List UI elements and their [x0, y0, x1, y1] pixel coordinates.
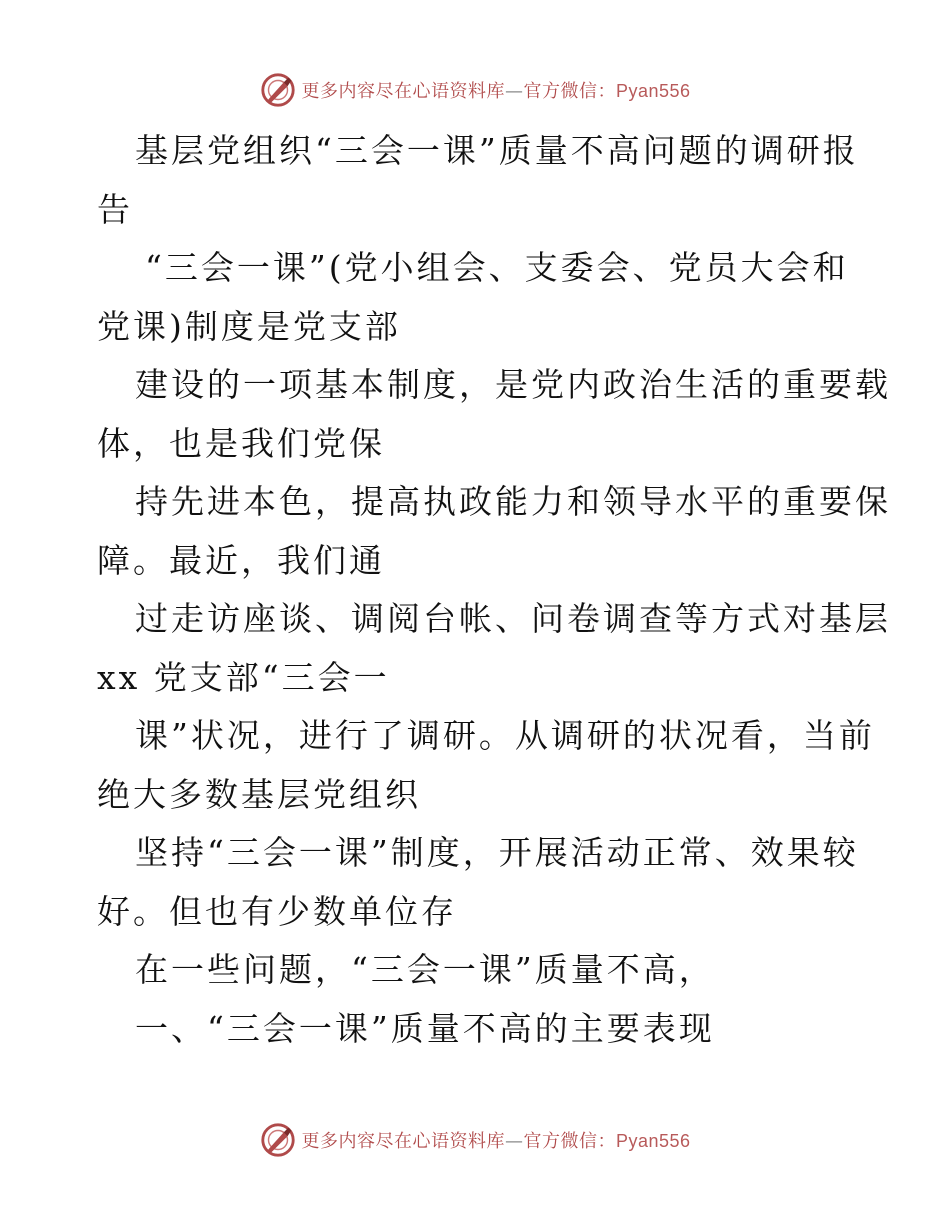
header-watermark — [0, 70, 950, 110]
doc-line: 好。但也有少数单位存 — [97, 891, 457, 931]
doc-line: 过走访座谈、调阅台帐、问卷调查等方式对基层 — [135, 599, 891, 638]
footer-watermark — [0, 1120, 950, 1160]
doc-line: “三会一课”(党小组会、支委会、党员大会和 — [145, 248, 849, 287]
doc-line: 一、“三会一课”质量不高的主要表现 — [135, 1008, 715, 1048]
doc-line: 坚持“三会一课”制度，开展活动正常、效果较 — [135, 833, 859, 872]
doc-line: xx 党支部“三会一 — [97, 657, 390, 697]
doc-line: 持先进本色，提高执政能力和领导水平的重要保 — [135, 482, 891, 521]
doc-line: 基层党组织“三会一课”质量不高问题的调研报 — [135, 131, 859, 170]
doc-line: 在一些问题，“三会一课”质量不高， — [135, 950, 715, 989]
pen-logo-icon — [259, 1121, 297, 1159]
watermark-text: 更多内容尽在心语资料库—官方微信：Pyan556 — [301, 1131, 691, 1152]
pen-logo-icon — [259, 71, 297, 109]
doc-line: 课”状况，进行了调研。从调研的状况看，当前 — [135, 716, 875, 755]
watermark-text: 更多内容尽在心语资料库—官方微信：Pyan556 — [301, 81, 691, 102]
document-body — [97, 122, 891, 1058]
doc-line: 障。最近，我们通 — [97, 540, 385, 580]
doc-line: 告 — [97, 189, 133, 229]
doc-line: 体，也是我们党保 — [97, 423, 385, 463]
doc-line: 绝大多数基层党组织 — [97, 774, 421, 814]
doc-line: 党课)制度是党支部 — [97, 306, 401, 346]
doc-line: 建设的一项基本制度，是党内政治生活的重要载 — [135, 365, 891, 404]
